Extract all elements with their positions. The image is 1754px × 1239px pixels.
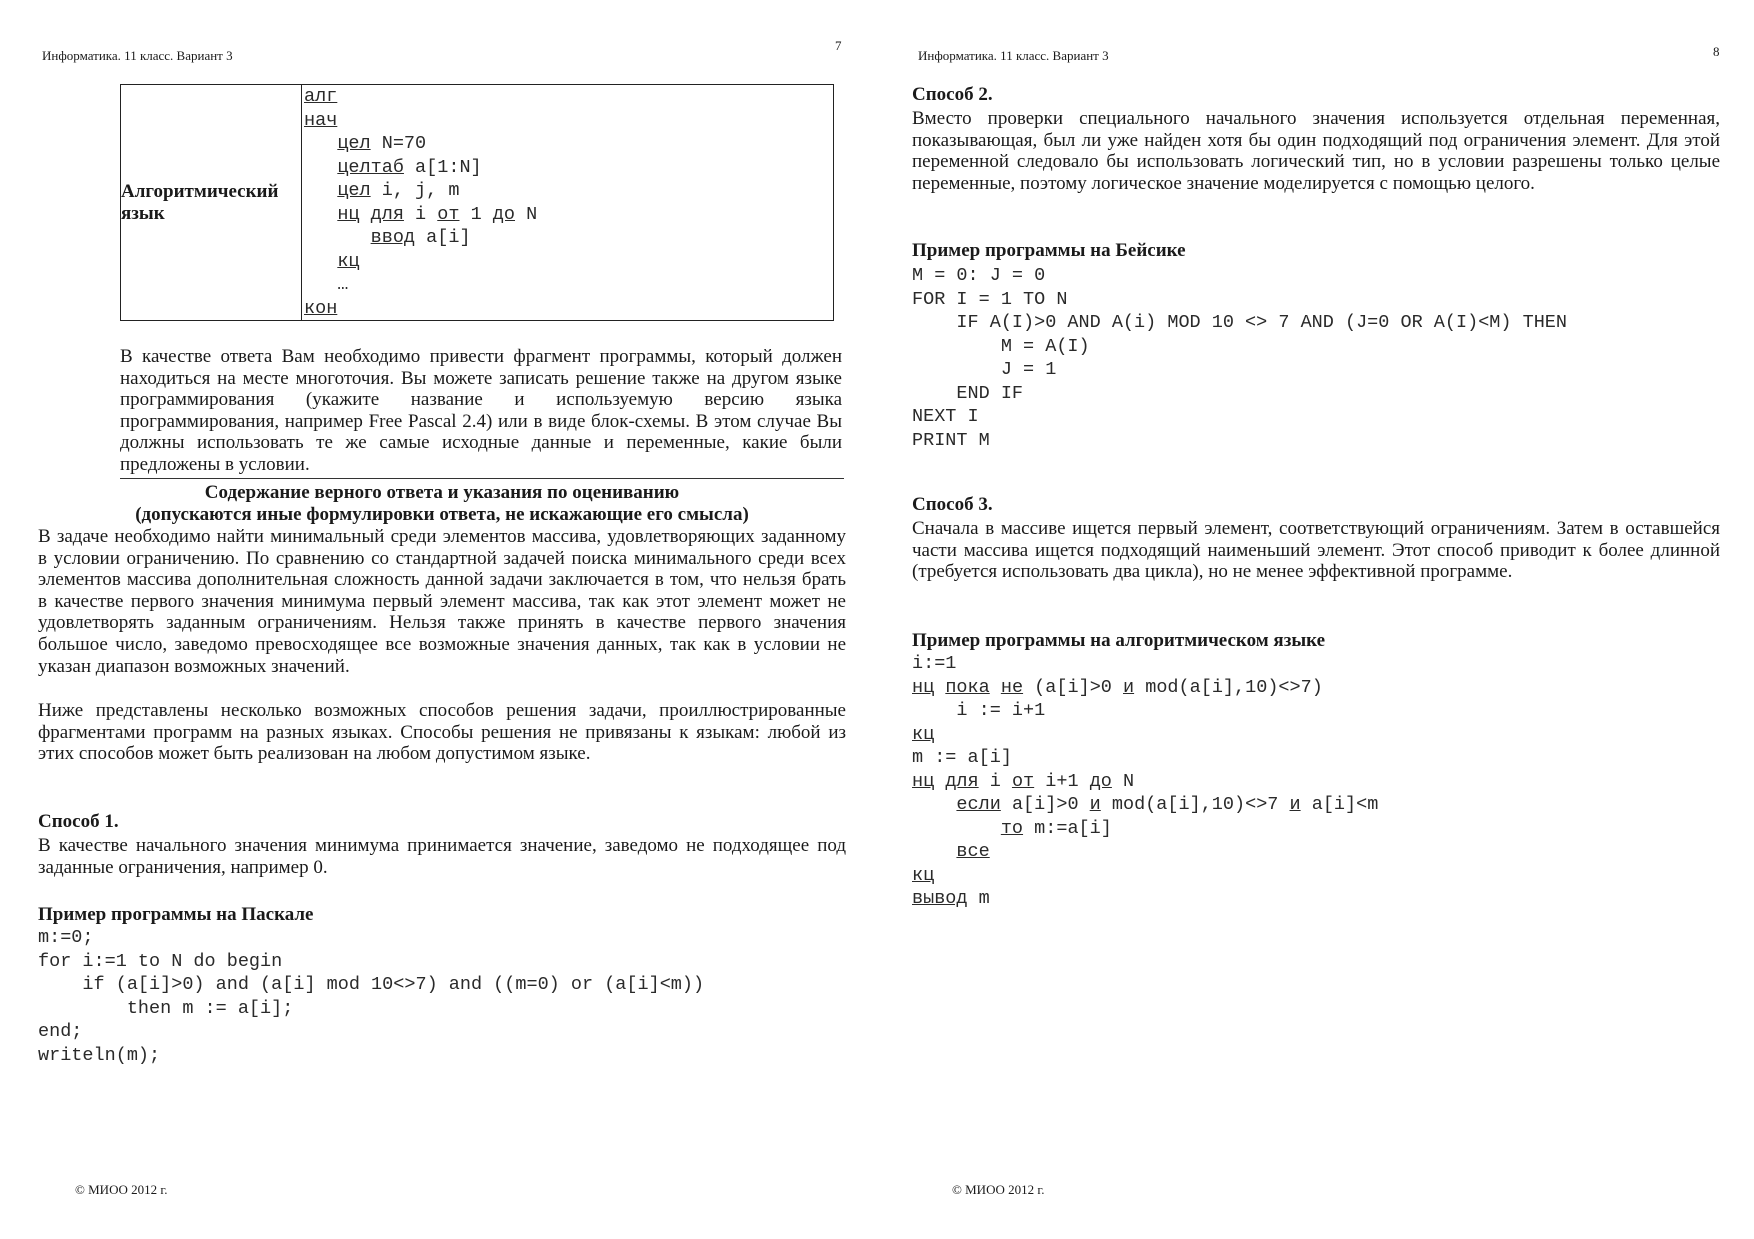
right-page [877,0,1754,1239]
code-keyword: пока [945,676,990,698]
method2-title: Способ 2. [912,84,993,105]
code-keyword: и [1089,794,1101,815]
code-line [304,179,833,203]
code-text: m [967,888,990,909]
code-line [912,676,1378,700]
page-header: Информатика. 11 класс. Вариант 3 [918,48,1109,63]
code-text: a[1:N] [403,156,482,178]
code-keyword: до [1089,770,1112,792]
code-keyword: от [1011,770,1035,792]
code-text: … [304,274,349,295]
answer-title-line-2: (допускаются иные формулировки ответа, не искажающие его смысла) [135,504,749,525]
code-keyword: и [1289,794,1301,815]
algorithm-code-cell [302,85,834,321]
code-text [304,251,337,272]
code-text: i+1 [1034,770,1090,792]
code-keyword: цел [337,180,371,201]
code-keyword: целтаб [337,156,404,178]
page-footer: © МИОО 2012 г. [75,1182,168,1197]
code-text [304,180,337,201]
code-keyword: нц [337,203,360,225]
code-line [304,203,833,227]
code-keyword: цел [337,133,371,154]
code-line [912,746,1378,770]
page-number: 7 [835,38,842,53]
code-text [304,133,337,154]
pascal-code: m:=0; for i:=1 to N do begin if (a[i]>0) and (a[i] mod 10<>7) and ((m=0) or (a[i]<m)) then m := a[i]; end; writeln(m); [38,927,705,1066]
code-text: a[i]<m [1300,794,1379,815]
section-divider [120,478,844,479]
code-keyword: для [945,770,979,792]
explanation-paragraph: В задаче необходимо найти минимальный среди элементов массива, удовлетворяющих заданному в условии ограничению. По сравнению со стандартной задачей поиска минимального среди всех элементов массива дополнительная сложность данной задачи заключается в том, что нельзя брать в качестве первого значения минимума первый элемент массива, так как этот элемент может не удовлетворять заданным ограничениям. Нельзя также принять в качестве первого значения большое число, заведомо превосходящее все возможные значения данных, так как в условии не указан диапазон возможных значений. [38,526,846,677]
page-footer: © МИОО 2012 г. [952,1182,1045,1197]
code-keyword: и [1123,676,1135,698]
code-text [360,204,371,225]
code-keyword: нач [304,109,338,131]
method1-title: Способ 1. [38,811,119,832]
code-keyword: кц [912,723,935,745]
code-keyword: ввод [370,227,416,248]
code-keyword: от [437,203,460,225]
algorithm-table [120,84,834,321]
code-text: mod(a[i],10)<>7) [1134,676,1323,698]
code-keyword: кон [304,297,338,319]
code-keyword: кц [912,864,935,886]
code-text [304,157,337,178]
code-text [934,677,945,698]
code-line [912,840,1378,864]
code-text [912,818,1001,839]
pascal-title: Пример программы на Паскале [38,904,314,925]
code-line [912,723,1378,747]
code-text: m := a[i] [912,747,1012,768]
alg-program-title: Пример программы на алгоритмическом языке [912,630,1326,651]
code-keyword: если [956,794,1001,815]
code-line [304,85,833,109]
answer-title [38,482,846,526]
code-keyword: нц [912,770,935,792]
code-text: N [515,203,538,225]
page-number: 8 [1713,44,1720,59]
basic-code: M = 0: J = 0 FOR I = 1 TO N IF A(I)>0 AND A(i) MOD 10 <> 7 AND (J=0 OR A(I)<M) THEN M = A(I) J = 1 END IF NEXT I PRINT M [912,265,1568,451]
code-text: i [403,203,438,225]
code-line [912,817,1378,841]
code-text [304,204,337,225]
language-label: Алгоритмический язык [121,85,302,321]
method3-title: Способ 3. [912,494,993,515]
code-text: m:=a[i] [1023,817,1112,839]
code-text: mod(a[i],10)<>7 [1100,794,1290,815]
methods-overview-paragraph: Ниже представлены несколько возможных способов решения задачи, проиллюстрированные фрагментами программ на разных языках. Способы решения не привязаны к языкам: любой из этих способов может быть реализован на любом допустимом языке. [38,700,846,765]
code-text: i := i+1 [912,700,1046,721]
code-line [304,273,833,297]
code-text: N [1111,770,1135,792]
code-text [934,771,945,792]
code-line [912,887,1378,911]
code-line [304,132,833,156]
code-text [304,227,371,248]
method1-text: В качестве начального значения минимума принимается значение, заведомо не подходящее под заданные ограничения, например 0. [38,835,846,878]
page-header: Информатика. 11 класс. Вариант 3 [42,48,233,63]
code-line [304,156,833,180]
code-line [304,226,833,250]
code-keyword: до [492,203,516,225]
code-text: a[i] [415,227,471,248]
code-text: a[i]>0 [1000,794,1090,815]
code-text [912,794,956,815]
code-text: N=70 [370,133,427,154]
algorithm-code [302,85,833,320]
alg-program-code [912,652,1378,911]
code-text: i:=1 [912,653,957,674]
code-text [990,677,1001,698]
code-line [304,109,833,133]
code-line [912,770,1378,794]
code-keyword: все [956,841,990,862]
code-line [304,250,833,274]
code-line [912,699,1378,723]
code-text: 1 [459,203,493,225]
code-keyword: то [1000,817,1024,839]
code-keyword: вывод [912,888,968,909]
method3-text: Сначала в массиве ищется первый элемент, соответствующий ограничениям. Затем в оставшейся части массива ищется подходящий наименьший элемент. Этот способ приводит к более длинной (требуется использовать два цикла), но не менее эффективной программе. [912,518,1720,583]
code-keyword: алг [304,86,338,107]
code-keyword: кц [337,250,360,272]
code-text: i [978,770,1012,792]
code-line [912,864,1378,888]
code-line [912,652,1378,676]
code-text: i, j, m [370,180,460,201]
basic-title: Пример программы на Бейсике [912,240,1186,261]
method2-text: Вместо проверки специального начального значения используется отдельная переменная, показывающая, был ли уже найден хотя бы один подходящий под ограничения элемент. Для этой переменной следовало бы использовать логический тип, но в условии разрешены только целые переменные, поэтому логическое значение моделируется с помощью целого. [912,108,1720,194]
code-keyword: не [1000,676,1024,698]
code-text [912,841,956,862]
code-line [912,793,1378,817]
intro-paragraph: В качестве ответа Вам необходимо привести фрагмент программы, который должен находиться на месте многоточия. Вы можете записать решение также на другом языке программирования (укажите название и используемую версию языка программирования, например Free Pascal 2.4) или в виде блок-схемы. В этом случае Вы должны использовать те же самые исходные данные и переменные, какие были предложены в условии. [120,346,842,475]
code-text: (a[i]>0 [1023,676,1123,698]
answer-title-line-1: Содержание верного ответа и указания по оцениванию [204,482,680,503]
code-line [304,297,833,321]
code-keyword: нц [912,676,935,698]
code-keyword: для [370,203,404,225]
